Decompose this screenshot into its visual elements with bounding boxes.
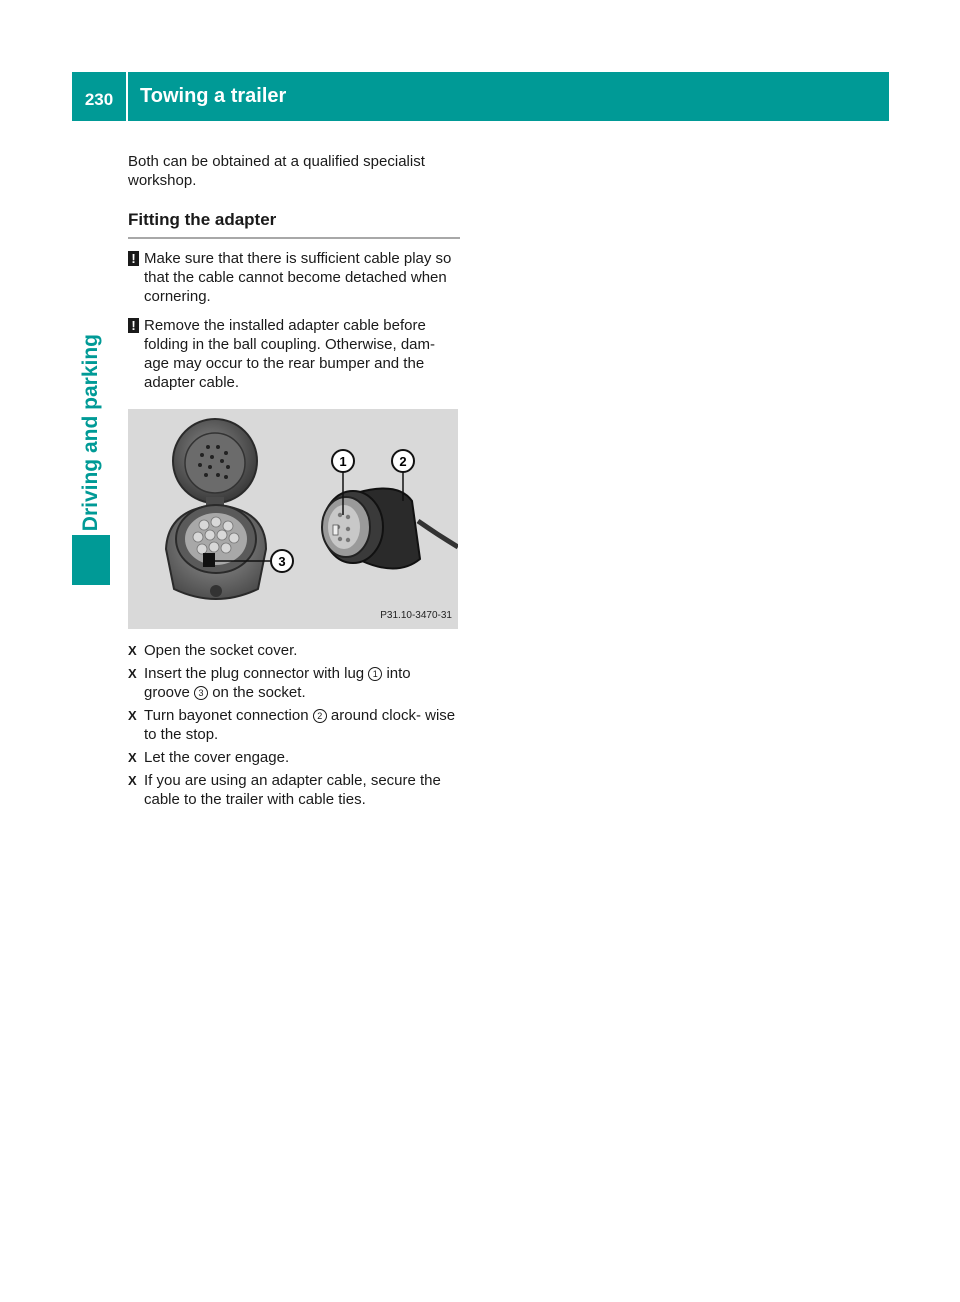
ref-marker-2: 2 [313, 709, 327, 723]
callout-2: 2 [399, 454, 407, 469]
ref-marker-1: 1 [368, 667, 382, 681]
callout-1: 1 [339, 454, 347, 469]
header-divider [126, 72, 128, 121]
warning-icon: ! [128, 318, 139, 333]
socket-adapter-figure [128, 409, 458, 629]
intro-paragraph: Both can be obtained at a qualified specialist workshop. [128, 153, 425, 189]
side-tab [72, 121, 110, 531]
step-text: If you are using an adapter cable, secure the cable to the trailer with cable ties. [144, 772, 441, 808]
figure-code: P31.10-3470-31 [380, 610, 452, 621]
step-text: into groove [144, 665, 411, 701]
step-arrow-icon: X [128, 708, 137, 723]
step-text: Open the socket cover. [144, 642, 298, 659]
step-text: around clock- wise to the stop. [144, 707, 456, 743]
step-text: on the socket. [208, 684, 306, 701]
callout-3: 3 [278, 554, 286, 569]
socket-plug-illustration [128, 409, 458, 629]
step-arrow-icon: X [128, 643, 137, 658]
instruction-steps [128, 641, 460, 809]
main-content [128, 152, 460, 813]
warning-note [128, 249, 460, 306]
page-number: 230 [84, 89, 114, 109]
side-tab-label: Driving and parking [79, 333, 102, 531]
step-arrow-icon: X [128, 666, 137, 681]
side-tab-marker [72, 535, 110, 585]
page-title: Towing a trailer [140, 85, 287, 107]
section-heading: Fitting the adapter [128, 208, 460, 239]
step-arrow-icon: X [128, 773, 137, 788]
step-item [128, 771, 460, 809]
warning-text: Remove the installed adapter cable before folding in the ball coupling. Otherwise, dam- age may occur to the rear bumper and the adapter cable. [144, 317, 435, 391]
warning-text: Make sure that there is sufficient cable play so that the cable cannot become detached when cornering. [144, 250, 452, 305]
step-item [128, 664, 460, 702]
ref-marker-3: 3 [194, 686, 208, 700]
step-text: Turn bayonet connection [144, 707, 313, 724]
step-item [128, 706, 460, 744]
step-item [128, 748, 460, 767]
step-text: Let the cover engage. [144, 749, 290, 766]
step-arrow-icon: X [128, 750, 137, 765]
step-item [128, 641, 460, 660]
warning-icon: ! [128, 251, 139, 266]
step-text: Insert the plug connector with lug [144, 665, 369, 682]
warning-note [128, 316, 460, 392]
